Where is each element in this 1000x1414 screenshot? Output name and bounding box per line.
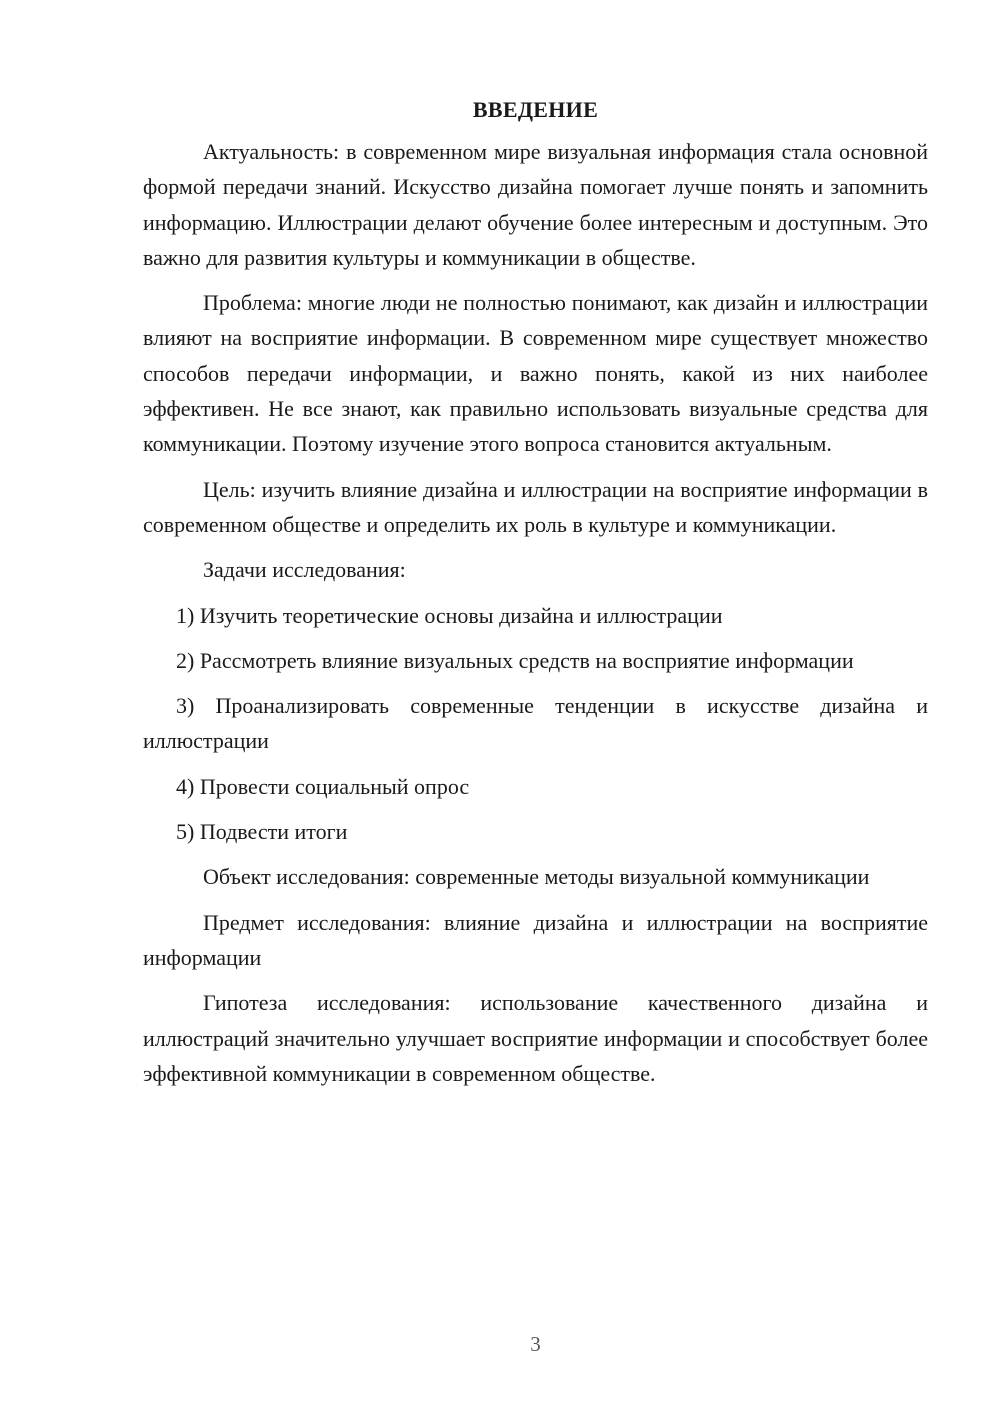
task-item-1: 1) Изучить теоретические основы дизайна и иллюстрации bbox=[176, 602, 723, 628]
paragraph-problem: Проблема: многие люди не полностью понимают, как дизайн и иллюстрации влияют на восприятие информации. В современном мире существует множество способов передачи информации, и важно понять, какой из них наиболее эффективен. Не все знают, как правильно использовать визуальные средства для коммуникации. Поэтому изучение этого вопроса становится актуальным. bbox=[143, 290, 928, 457]
task-item-2: 2) Рассмотреть влияние визуальных средств на восприятие информации bbox=[176, 647, 854, 673]
paragraph-tasks-title: Задачи исследования: bbox=[203, 557, 406, 583]
paragraph-hypothesis: Гипотеза исследования: использование качественного дизайна и иллюстраций значительно улучшает восприятие информации и способствует более эффективной коммуникации в современном обществе. bbox=[143, 990, 928, 1086]
paragraph-subject: Предмет исследования: влияние дизайна и иллюстрации на восприятие информации bbox=[143, 909, 928, 970]
task-item-5: 5) Подвести итоги bbox=[176, 819, 348, 845]
page-number: 3 bbox=[530, 1332, 541, 1356]
task-item-3: 3) Проанализировать современные тенденции в искусстве дизайна и иллюстрации bbox=[143, 693, 928, 754]
paragraph-object: Объект исследования: современные методы визуальной коммуникации bbox=[203, 864, 870, 890]
document-page bbox=[143, 92, 928, 1101]
task-item-4: 4) Провести социальный опрос bbox=[176, 773, 470, 799]
section-heading: ВВЕДЕНИЕ bbox=[472, 97, 599, 122]
paragraph-relevance: Актуальность: в современном мире визуальная информация стала основной формой передачи знаний. Искусство дизайна помогает лучше понять и запомнить информацию. Иллюстрации делают обучение более интересным и доступным. Это важно для развития культуры и коммуникации в обществе. bbox=[143, 139, 928, 270]
paragraph-goal: Цель: изучить влияние дизайна и иллюстрации на восприятие информации в современном обществе и определить их роль в культуре и коммуникации. bbox=[143, 476, 928, 537]
